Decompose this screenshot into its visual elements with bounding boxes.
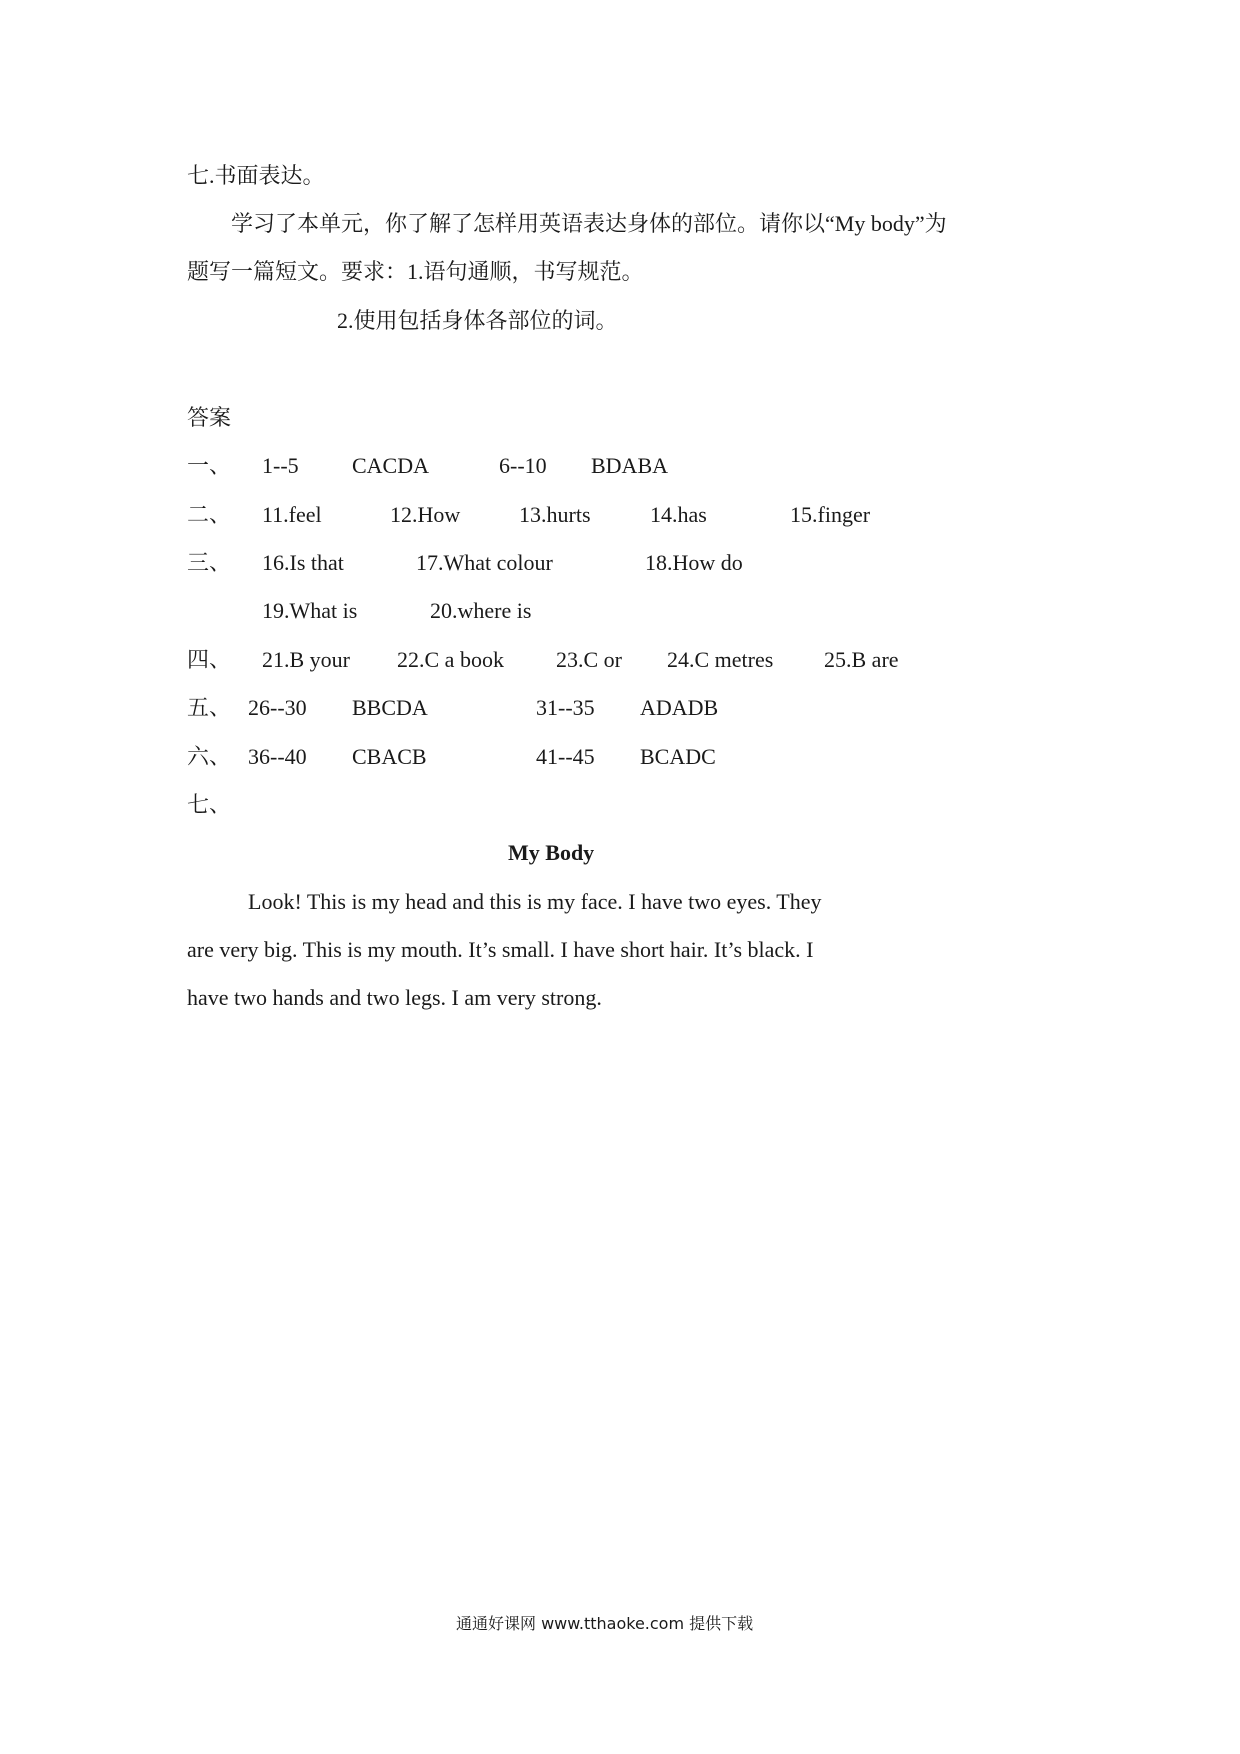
- essay-line-3: have two hands and two legs. I am very strong.: [187, 985, 602, 1010]
- section-heading-writing: 七.书面表达。: [187, 163, 325, 188]
- row-label: 一、: [187, 453, 232, 478]
- essay-title: My Body: [508, 840, 595, 865]
- answer-cell: 23.C or: [556, 647, 622, 672]
- answer-cell: 22.C a book: [397, 647, 504, 672]
- answers-heading: 答案: [187, 405, 232, 430]
- answer-cell: 18.How do: [645, 550, 743, 575]
- row-label: 五、: [187, 695, 232, 720]
- answer-cell: 6--10: [499, 453, 547, 478]
- writing-prompt-line-3: 2.使用包括身体各部位的词。: [337, 308, 618, 333]
- row-label: 六、: [187, 744, 232, 769]
- answer-cell: CACDA: [352, 453, 430, 478]
- answer-cell: BCADC: [640, 744, 716, 769]
- answer-cell: ADADB: [640, 695, 719, 720]
- answer-cell: 41--45: [536, 744, 595, 769]
- answer-cell: 13.hurts: [519, 502, 591, 527]
- answer-cell: 25.B are: [824, 647, 899, 672]
- answer-cell: 15.finger: [790, 502, 871, 527]
- answer-cell: BBCDA: [352, 695, 428, 720]
- answer-cell: 26--30: [248, 695, 307, 720]
- writing-prompt-line-2: 题写一篇短文。要求：1.语句通顺，书写规范。: [187, 259, 644, 284]
- answer-cell: 1--5: [262, 453, 299, 478]
- answer-cell: 12.How: [390, 502, 461, 527]
- row-label: 三、: [187, 550, 232, 575]
- answer-cell: 19.What is: [262, 598, 358, 623]
- row-label: 四、: [187, 647, 232, 672]
- answer-cell: BDABA: [591, 453, 669, 478]
- answer-cell: 11.feel: [262, 502, 322, 527]
- essay-line-2: are very big. This is my mouth. It’s small. I have short hair. It’s black. I: [187, 937, 814, 962]
- writing-prompt-line-1: 学习了本单元，你了解了怎样用英语表达身体的部位。请你以“My body”为: [231, 211, 947, 236]
- answer-cell: 24.C metres: [667, 647, 774, 672]
- answer-cell: 14.has: [650, 502, 707, 527]
- row-label: 七、: [187, 792, 232, 817]
- answer-cell: 20.where is: [430, 598, 532, 623]
- answer-cell: 21.B your: [262, 647, 350, 672]
- answer-cell: 31--35: [536, 695, 595, 720]
- answer-cell: CBACB: [352, 744, 427, 769]
- essay-line-1: Look! This is my head and this is my face. I have two eyes. They: [248, 889, 822, 914]
- answer-cell: 17.What colour: [416, 550, 553, 575]
- footer-source: 通通好课网 www.tthaoke.com 提供下载: [456, 1614, 754, 1633]
- answer-cell: 36--40: [248, 744, 307, 769]
- answer-cell: 16.Is that: [262, 550, 344, 575]
- row-label: 二、: [187, 502, 232, 527]
